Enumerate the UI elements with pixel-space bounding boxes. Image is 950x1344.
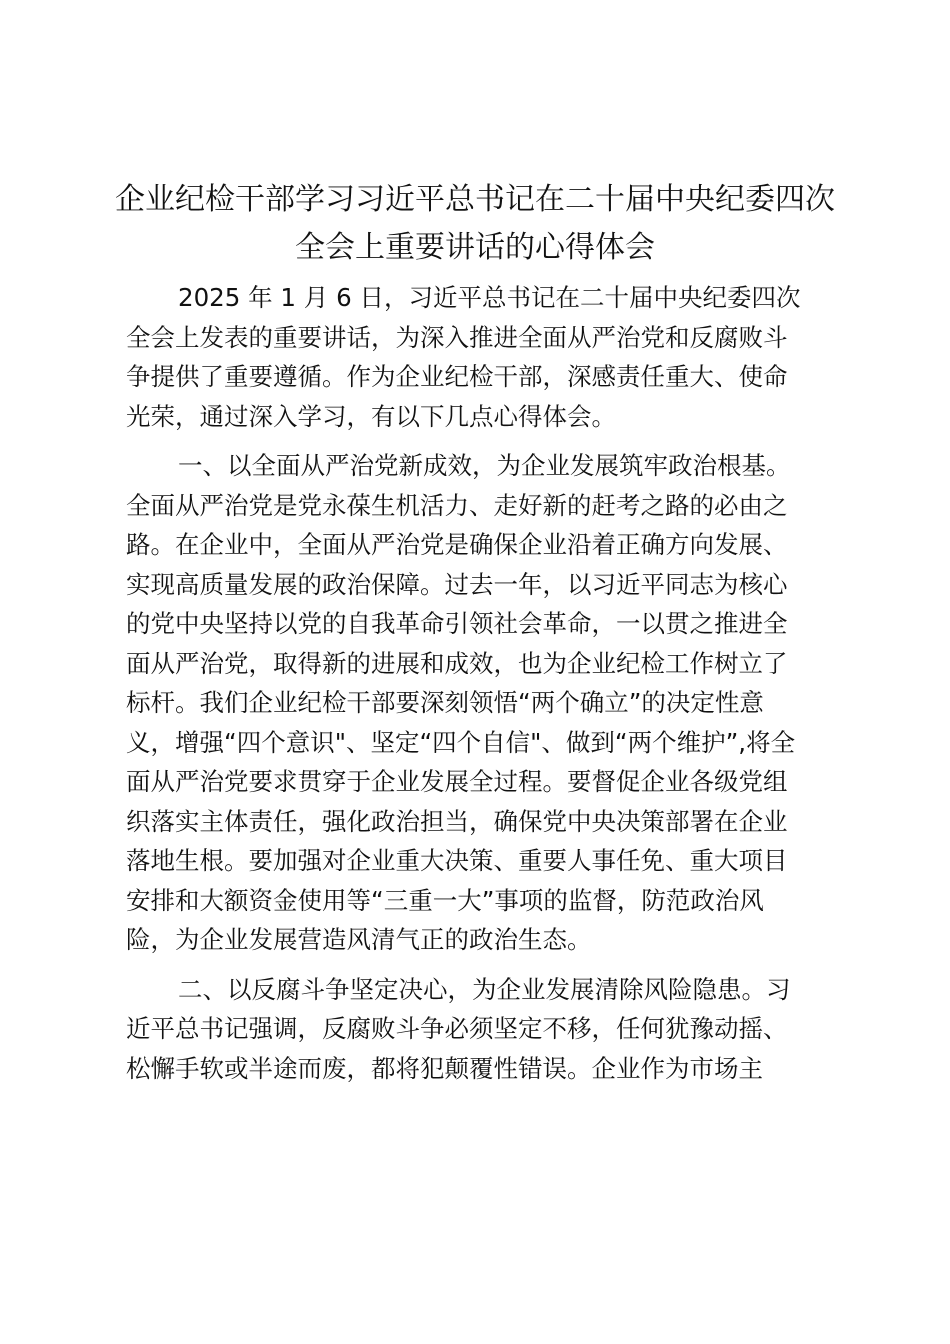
text-line: 实现高质量发展的政治保障。过去一年，以习近平同志为核心 bbox=[126, 569, 788, 599]
text-line: 近平总书记强调，反腐败斗争必须坚定不移，任何犹豫动摇、 bbox=[126, 1014, 788, 1043]
text-line: 义，增强“四个意识"、坚定“四个自信"、做到“两个维护”,将全 bbox=[126, 727, 796, 757]
text-line: 路。在企业中，全面从严治党是确保企业沿着正确方向发展、 bbox=[126, 530, 788, 559]
text-line: 安排和大额资金使用等“三重一大”事项的监督，防范政治风 bbox=[126, 885, 764, 915]
paragraph-section-2 bbox=[126, 970, 826, 1089]
text-line: 的党中央坚持以党的自我革命引领社会革命，一以贯之推进全 bbox=[126, 609, 788, 638]
text-line: 落地生根。要加强对企业重大决策、重要人事任免、重大项目 bbox=[126, 846, 788, 875]
paragraph-section-1 bbox=[126, 446, 826, 960]
document-title bbox=[110, 176, 840, 272]
title-line: 全会上重要讲话的心得体会 bbox=[295, 230, 655, 265]
text-line: 面从严治党要求贯穿于企业发展全过程。要督促企业各级党组 bbox=[126, 767, 788, 796]
text-line: 织落实主体责任，强化政治担当，确保党中央决策部署在企业 bbox=[126, 806, 788, 836]
text-line: 全面从严治党是党永葆生机活力、走好新的赶考之路的必由之 bbox=[126, 490, 788, 520]
text-line: 险，为企业发展营造风清气正的政治生态。 bbox=[126, 925, 592, 954]
title-line: 企业纪检干部学习习近平总书记在二十届中央纪委四次 bbox=[115, 182, 835, 217]
text-line: 一、以全面从严治党新成效，为企业发展筑牢政治根基。 bbox=[178, 451, 791, 480]
text-line: 光荣，通过深入学习，有以下几点心得体会。 bbox=[126, 401, 616, 431]
text-line: 全会上发表的重要讲话，为深入推进全面从严治党和反腐败斗 bbox=[126, 322, 788, 352]
text-line: 面从严治党，取得新的进展和成效，也为企业纪检工作树立了 bbox=[126, 648, 788, 678]
text-line: 2025 年 1 月 6 日，习近平总书记在二十届中央纪委四次 bbox=[178, 283, 801, 312]
text-line: 二、以反腐斗争坚定决心，为企业发展清除风险隐患。习 bbox=[178, 974, 791, 1004]
paragraph-intro bbox=[126, 278, 826, 436]
text-line: 标杆。我们企业纪检干部要深刻领悟“两个确立”的决定性意 bbox=[126, 688, 764, 717]
text-line: 松懈手软或半途而废，都将犯颠覆性错误。企业作为市场主 bbox=[126, 1053, 763, 1083]
text-line: 争提供了重要遵循。作为企业纪检干部，深感责任重大、使命 bbox=[126, 362, 788, 391]
document-body bbox=[126, 278, 826, 1098]
